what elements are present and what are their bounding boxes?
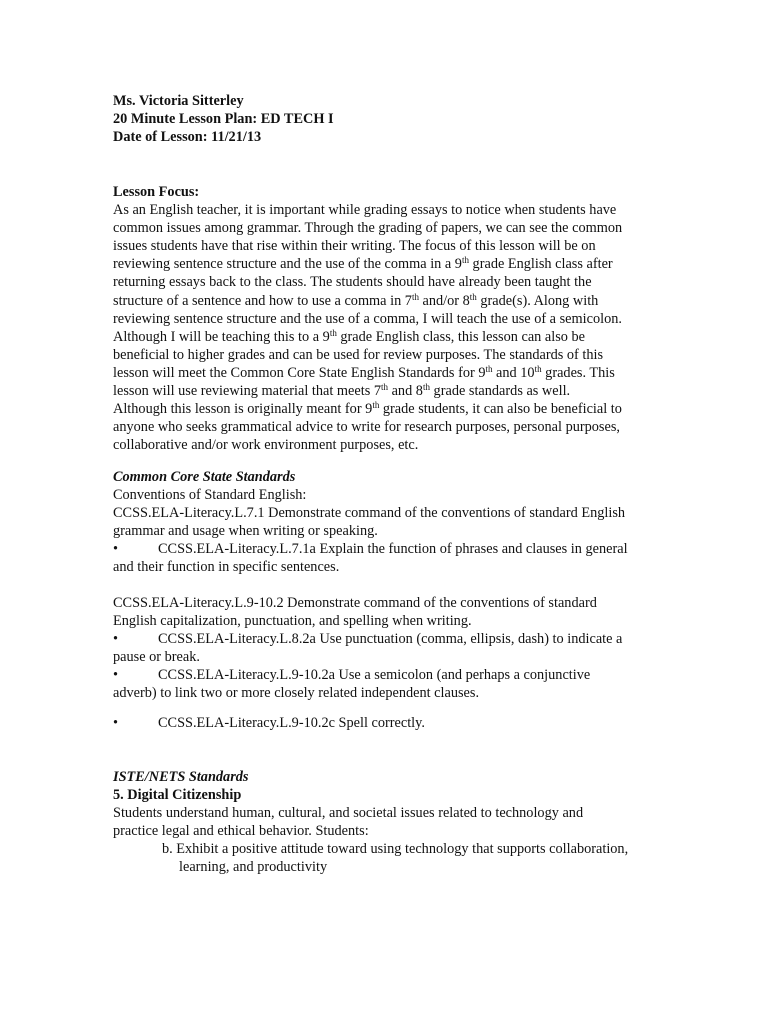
standard-line: CCSS.ELA-Literacy.L.9-10.2 Demonstrate command of the conventions of standard	[113, 595, 597, 611]
focus-line: reviewing sentence structure and the use of a comma, I will teach the use of a semicolon.	[113, 310, 622, 327]
bullet-item: • CCSS.ELA-Literacy.L.7.1a Explain the function of phrases and clauses in general	[113, 541, 628, 558]
lesson-date: Date of Lesson: 11/21/13	[113, 129, 262, 146]
focus-line: lesson will use reviewing material that meets 7th and 8th grade standards as well.	[113, 382, 571, 400]
standard-line: English capitalization, punctuation, and spelling when writing.	[113, 613, 472, 630]
focus-line: lesson will meet the Common Core State English Standards for 9th and 10th grades. This	[113, 363, 615, 381]
bullet-item: • CCSS.ELA-Literacy.L.9-10.2c Spell correctly.	[113, 715, 425, 731]
standard-line: CCSS.ELA-Literacy.L.7.1 Demonstrate command of the conventions of standard English	[113, 505, 626, 522]
digital-citizenship-heading: 5. Digital Citizenship	[113, 787, 242, 804]
iste-line: Students understand human, cultural, and societal issues related to technology and	[113, 805, 584, 822]
iste-item: b. Exhibit a positive attitude toward using technology that supports collaboration,	[162, 841, 629, 858]
teacher-name: Ms. Victoria Sitterley	[113, 93, 244, 109]
focus-line: issues students have that rise within their writing. The focus of this lesson will be on	[113, 238, 596, 255]
focus-line: Although this lesson is originally meant for 9th grade students, it can also be beneficial to	[113, 400, 622, 418]
focus-line: anyone who seeks grammatical advice to write for research purposes, personal purposes,	[113, 419, 620, 436]
focus-line: As an English teacher, it is important while grading essays to notice when students have	[113, 202, 617, 219]
lesson-focus-heading: Lesson Focus:	[113, 184, 200, 200]
bullet-item: • CCSS.ELA-Literacy.L.8.2a Use punctuation (comma, ellipsis, dash) to indicate a	[113, 631, 623, 648]
bullet-icon: •	[113, 715, 119, 731]
focus-line: returning essays back to the class. The students should have already been taught the	[113, 274, 592, 291]
focus-line: beneficial to higher grades and can be used for review purposes. The standards of this	[113, 346, 604, 363]
focus-line: reviewing sentence structure and the use of the comma in a 9th grade English class after	[113, 255, 613, 273]
ccss-section-3	[113, 714, 658, 732]
iste-heading: ISTE/NETS Standards	[113, 769, 249, 785]
ccss-heading: Common Core State Standards	[113, 469, 296, 485]
plan-title: 20 Minute Lesson Plan: ED TECH I	[113, 111, 334, 128]
ccss-section-2	[113, 594, 658, 703]
bullet-icon: •	[113, 631, 119, 648]
bullet-item-cont: pause or break.	[113, 649, 200, 666]
bullet-icon: •	[113, 541, 119, 558]
header-block	[113, 92, 658, 146]
bullet-item-cont: adverb) to link two or more closely related independent clauses.	[113, 685, 480, 702]
bullet-item: • CCSS.ELA-Literacy.L.9-10.2a Use a semicolon (and perhaps a conjunctive	[113, 667, 591, 684]
lesson-focus-section	[113, 183, 658, 454]
standard-line: grammar and usage when writing or speaking.	[113, 523, 378, 540]
focus-line: Although I will be teaching this to a 9th grade English class, this lesson can also be	[113, 327, 585, 345]
iste-item-cont: learning, and productivity	[179, 859, 328, 876]
focus-line: collaborative and/or work environment purposes, etc.	[113, 437, 419, 454]
focus-line: structure of a sentence and how to use a comma in 7th and/or 8th grade(s). Along with	[113, 291, 599, 309]
iste-section	[113, 768, 658, 877]
bullet-icon: •	[113, 667, 119, 684]
focus-line: common issues among grammar. Through the grading of papers, we can see the common	[113, 220, 623, 237]
ccss-section	[113, 468, 658, 577]
conventions-label: Conventions of Standard English:	[113, 487, 307, 504]
iste-line: practice legal and ethical behavior. Students:	[113, 823, 369, 840]
bullet-item-cont: and their function in specific sentences.	[113, 559, 340, 576]
